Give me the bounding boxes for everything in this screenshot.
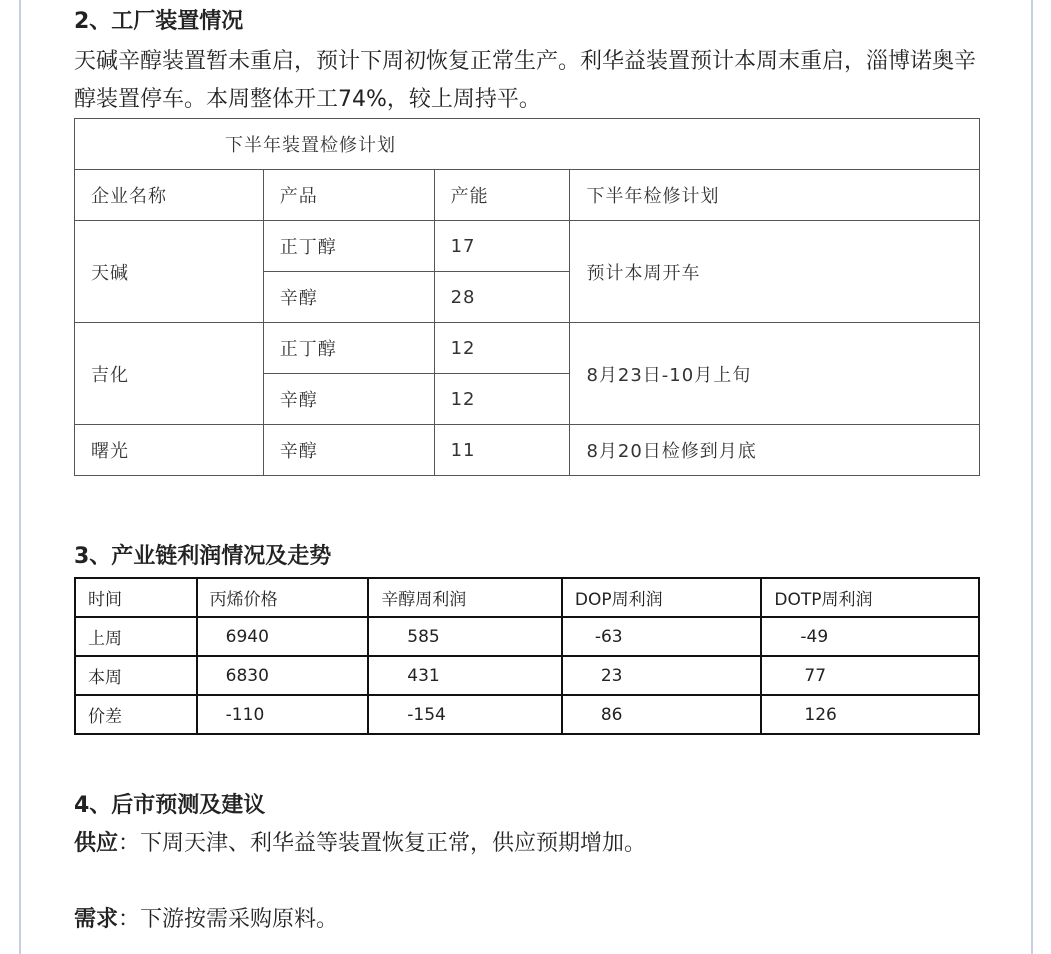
dotp-profit-cell: 126 (761, 695, 979, 734)
product-cell: 辛醇 (263, 272, 434, 323)
table-row (75, 221, 980, 272)
profit-table (74, 577, 980, 735)
plan-cell: 8月23日-10月上旬 (570, 323, 980, 425)
profit-header-row (75, 578, 979, 617)
plan-cell: 预计本周开车 (570, 221, 980, 323)
table-row (75, 425, 980, 476)
period-cell: 价差 (75, 695, 197, 734)
section2-paragraph: 天碱辛醇装置暂未重启，预计下周初恢复正常生产。利华益装置预计本周末重启，淄博诺奥辛醇装置停车。本周整体开工74%，较上周持平。 (74, 49, 977, 112)
header-dotp-profit: DOTP周利润 (761, 578, 979, 617)
section4-heading: 4、后市预测及建议 (74, 793, 266, 818)
product-cell: 正丁醇 (263, 323, 434, 374)
period-cell: 上周 (75, 617, 197, 656)
header-propylene-price: 丙烯价格 (197, 578, 369, 617)
maintenance-table (74, 118, 980, 476)
capacity-cell: 11 (434, 425, 570, 476)
header-dop-profit: DOP周利润 (562, 578, 762, 617)
table-title-row (75, 119, 980, 170)
section2-heading: 2、工厂装置情况 (74, 9, 244, 34)
capacity-cell: 17 (434, 221, 570, 272)
propylene-price-cell: 6830 (197, 656, 369, 695)
demand-paragraph (74, 901, 980, 939)
product-cell: 正丁醇 (263, 221, 434, 272)
demand-label: 需求 (74, 907, 119, 932)
capacity-cell: 12 (434, 374, 570, 425)
maintenance-table-title: 下半年装置检修计划 (75, 119, 980, 170)
dotp-profit-cell: 77 (761, 656, 979, 695)
company-cell: 曙光 (75, 425, 264, 476)
dop-profit-cell: -63 (562, 617, 762, 656)
demand-text: ：下游按需采购原料。 (118, 907, 339, 932)
company-cell: 吉化 (75, 323, 264, 425)
dotp-profit-cell: -49 (761, 617, 979, 656)
table-row (75, 656, 979, 695)
propylene-price-cell: -110 (197, 695, 369, 734)
table-row (75, 323, 980, 374)
dop-profit-cell: 86 (562, 695, 762, 734)
capacity-cell: 28 (434, 272, 570, 323)
supply-label: 供应 (74, 831, 119, 856)
plan-cell: 8月20日检修到月底 (570, 425, 980, 476)
frame-right-border (1031, 0, 1033, 954)
frame-left-border (19, 0, 21, 954)
table-row (75, 617, 979, 656)
header-time: 时间 (75, 578, 197, 617)
octanol-profit-cell: 431 (368, 656, 562, 695)
supply-text: ：下周天津、利华益等装置恢复正常，供应预期增加。 (118, 831, 647, 856)
product-cell: 辛醇 (263, 374, 434, 425)
table-header-row (75, 170, 980, 221)
dop-profit-cell: 23 (562, 656, 762, 695)
header-capacity: 产能 (434, 170, 570, 221)
header-plan: 下半年检修计划 (570, 170, 980, 221)
propylene-price-cell: 6940 (197, 617, 369, 656)
header-company: 企业名称 (75, 170, 264, 221)
period-cell: 本周 (75, 656, 197, 695)
capacity-cell: 12 (434, 323, 570, 374)
header-octanol-profit: 辛醇周利润 (368, 578, 562, 617)
section3-heading: 3、产业链利润情况及走势 (74, 544, 332, 569)
product-cell: 辛醇 (263, 425, 434, 476)
octanol-profit-cell: 585 (368, 617, 562, 656)
supply-paragraph (74, 825, 980, 863)
company-cell: 天碱 (75, 221, 264, 323)
octanol-profit-cell: -154 (368, 695, 562, 734)
header-product: 产品 (263, 170, 434, 221)
table-row (75, 695, 979, 734)
